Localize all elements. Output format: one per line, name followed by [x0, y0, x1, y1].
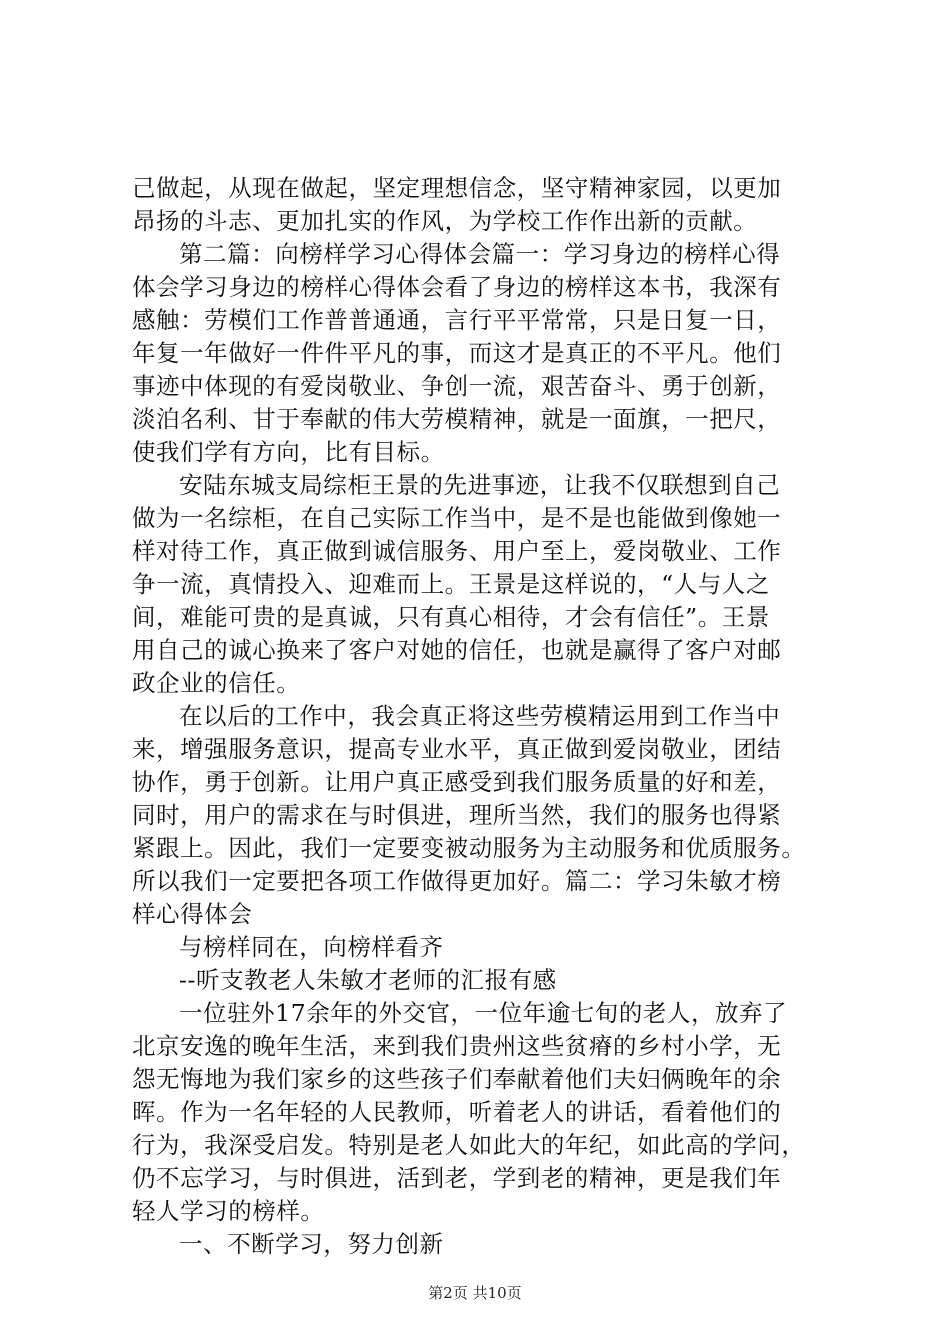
text-line: 年复一年做好一件件平凡的事，而这才是真正的不平凡。他们	[132, 339, 782, 367]
text-line: 样心得体会	[132, 900, 253, 928]
text-line: 事迹中体现的有爱岗敬业、争创一流，艰苦奋斗、勇于创新，	[132, 372, 782, 400]
text-line: 用自己的诚心换来了客户对她的信任，也就是赢得了客户对邮	[132, 636, 782, 664]
section-heading-line: 一、不断学习，努力创新	[179, 1230, 444, 1258]
text-line: 感触：劳模们工作普普通通，言行平平常常，只是日复一日，	[132, 306, 782, 334]
text-line: 紧跟上。因此，我们一定要变被动服务为主动服务和优质服务。	[132, 834, 806, 862]
paragraph-start-line: 一位驻外17余年的外交官，一位年逾七旬的老人，放弃了	[179, 999, 788, 1027]
section-heading-line: 第二篇：向榜样学习心得体会篇一：学习身边的榜样心得	[179, 240, 781, 268]
text-line: 协作，勇于创新。让用户真正感受到我们服务质量的好和差，	[132, 768, 782, 796]
text-line: 行为，我深受启发。特别是老人如此大的年纪，如此高的学问，	[132, 1131, 806, 1159]
text-line: 淡泊名利、甘于奉献的伟大劳模精神，就是一面旗，一把尺，	[132, 405, 782, 433]
text-line: 来，增强服务意识，提高专业水平，真正做到爱岗敬业，团结	[132, 735, 782, 763]
paragraph-start-line: 在以后的工作中，我会真正将这些劳模精运用到工作当中	[179, 702, 781, 730]
text-line: 己做起，从现在做起，坚定理想信念，坚守精神家园，以更加	[132, 174, 782, 202]
subtitle-line: --听支教老人朱敏才老师的汇报有感	[179, 966, 557, 994]
text-line: 体会学习身边的榜样心得体会看了身边的榜样这本书，我深有	[132, 273, 782, 301]
page-number-footer: 第2页 共10页	[428, 1284, 522, 1302]
text-line: 昂扬的斗志、更加扎实的作风，为学校工作作出新的贡献。	[132, 207, 758, 235]
subtitle-line: 与榜样同在，向榜样看齐	[179, 933, 444, 961]
text-line: 轻人学习的榜样。	[132, 1197, 325, 1225]
text-line: 北京安逸的晚年生活，来到我们贵州这些贫瘠的乡村小学，无	[132, 1032, 782, 1060]
paragraph-start-line: 安陆东城支局综柜王景的先进事迹，让我不仅联想到自己	[179, 471, 781, 499]
text-line: 晖。作为一名年轻的人民教师，听着老人的讲话，看着他们的	[132, 1098, 782, 1126]
text-line: 所以我们一定要把各项工作做得更加好。篇二：学习朱敏才榜	[132, 867, 782, 895]
text-line: 间，难能可贵的是真诚，只有真心相待，才会有信任”。王景	[132, 603, 770, 631]
document-body	[132, 172, 837, 1261]
text-line: 样对待工作，真正做到诚信服务、用户至上，爱岗敬业、工作	[132, 537, 782, 565]
text-line: 怨无悔地为我们家乡的这些孩子们奉献着他们夫妇俩晚年的余	[132, 1065, 782, 1093]
text-line: 做为一名综柜，在自己实际工作当中，是不是也能做到像她一	[132, 504, 782, 532]
text-line: 仍不忘学习，与时俱进，活到老，学到老的精神，更是我们年	[132, 1164, 782, 1192]
text-line: 同时，用户的需求在与时俱进，理所当然，我们的服务也得紧	[132, 801, 782, 829]
text-line: 争一流，真情投入、迎难而上。王景是这样说的，“人与人之	[132, 570, 770, 598]
text-line: 使我们学有方向，比有目标。	[132, 438, 445, 466]
text-line: 政企业的信任。	[132, 669, 301, 697]
